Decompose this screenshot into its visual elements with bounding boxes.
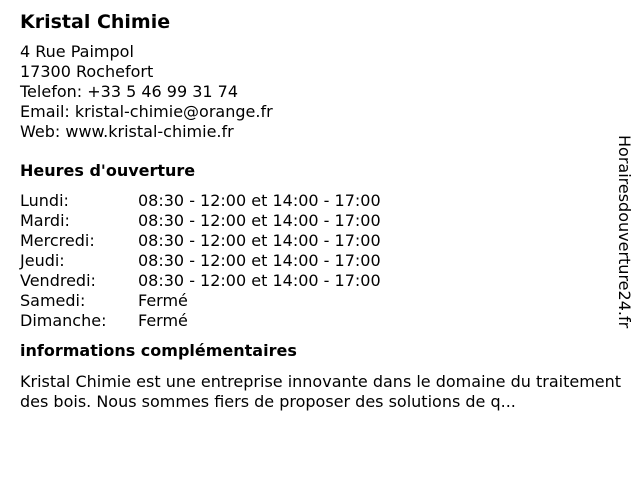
business-name: Kristal Chimie [20, 11, 171, 33]
info-description: Kristal Chimie est une entreprise innovante dans le domaine du traitement des bois. Nous sommes fiers de proposer des solutions de q... [20, 372, 622, 411]
email-line: Email: kristal-chimie@orange.fr [20, 102, 273, 121]
hours-row-dimanche [20, 311, 610, 331]
hours-day: Lundi: [20, 191, 69, 210]
hours-row-lundi [20, 191, 610, 211]
hours-row-samedi [20, 291, 610, 311]
contact-block [20, 42, 610, 142]
business-card [20, 10, 622, 412]
hours-time: 08:30 - 12:00 et 14:00 - 17:00 [138, 211, 381, 230]
hours-time: 08:30 - 12:00 et 14:00 - 17:00 [138, 251, 381, 270]
hours-time: 08:30 - 12:00 et 14:00 - 17:00 [138, 231, 381, 250]
hours-time: Fermé [138, 291, 188, 310]
hours-row-vendredi [20, 271, 610, 291]
hours-heading: Heures d'ouverture [20, 161, 196, 180]
hours-day: Dimanche: [20, 311, 107, 330]
hours-day: Mardi: [20, 211, 70, 230]
hours-time: 08:30 - 12:00 et 14:00 - 17:00 [138, 271, 381, 290]
hours-day: Samedi: [20, 291, 86, 310]
phone-line: Telefon: +33 5 46 99 31 74 [20, 82, 239, 101]
address-city: 17300 Rochefort [20, 62, 154, 81]
address-street: 4 Rue Paimpol [20, 42, 134, 61]
hours-row-mercredi [20, 231, 610, 251]
hours-table [20, 191, 610, 331]
hours-day: Vendredi: [20, 271, 96, 290]
hours-row-mardi [20, 211, 610, 231]
hours-time: 08:30 - 12:00 et 14:00 - 17:00 [138, 191, 381, 210]
hours-day: Jeudi: [20, 251, 65, 270]
web-line: Web: www.kristal-chimie.fr [20, 122, 234, 141]
hours-day: Mercredi: [20, 231, 95, 250]
hours-time: Fermé [138, 311, 188, 330]
info-heading: informations complémentaires [20, 341, 297, 360]
watermark-text: Horairesdouverture24.fr [615, 135, 634, 329]
hours-row-jeudi [20, 251, 610, 271]
